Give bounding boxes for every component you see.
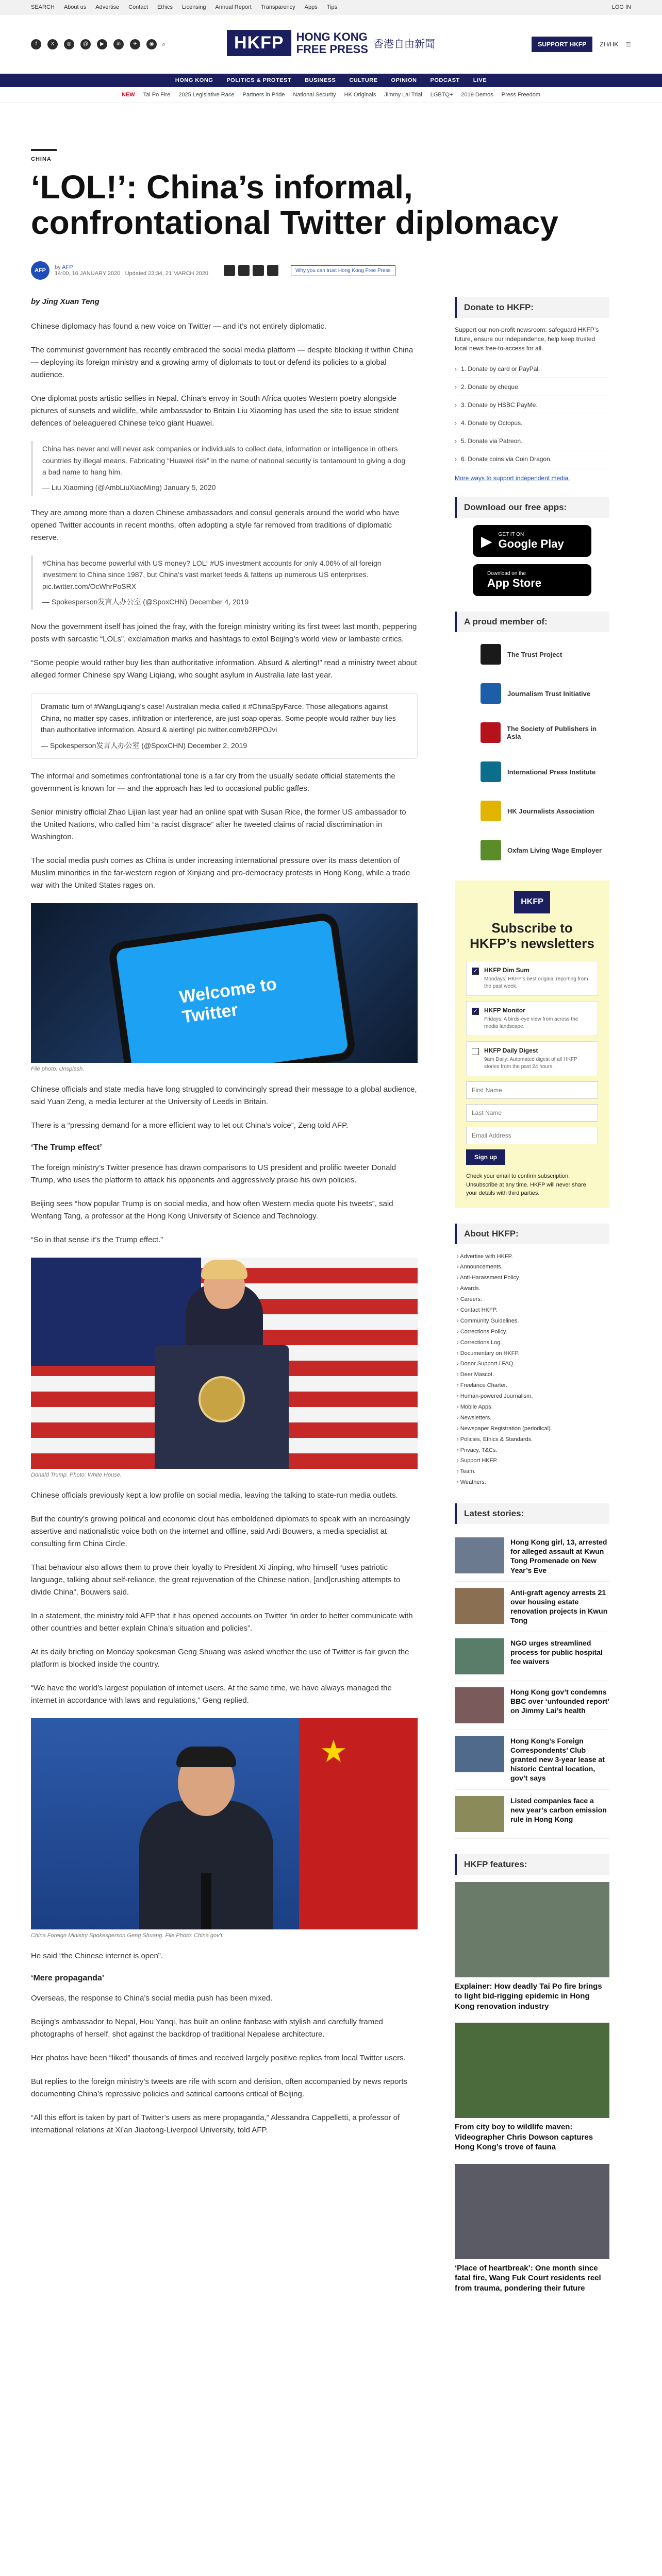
paragraph: Now the government itself has joined the fray, with the foreign ministry writing its first tweet last month, peppering posts with sarcastic “LOLs”, exclamation marks and hashtags to extol Beijing’s world view or lambaste critics.	[31, 622, 417, 644]
donate-option[interactable]	[455, 414, 609, 432]
trending-link[interactable]: 2025 Legislative Race	[178, 91, 235, 98]
story-thumbnail[interactable]	[455, 1796, 504, 1832]
trending-link[interactable]: 2019 Demos	[461, 91, 493, 98]
nav-item[interactable]: POLITICS & PROTEST	[226, 77, 292, 83]
newsletter-footnote: Check your email to confirm subscription. Unsubscribe at any time. HKFP will never share your details with third parties.	[466, 1173, 586, 1196]
tweet-text: #China has become powerful with US money? LOL! #US investment accounts for only 4.06% of all foreign investment to China since 1987, but China’s vast market feeds & fattens up numerous US enterprises. pic.twitter.com/OcWhrPoSRX	[42, 558, 382, 590]
donate-option[interactable]	[455, 396, 609, 414]
utility-link[interactable]: Ethics	[157, 4, 173, 10]
donate-option-label: 5. Donate via Patreon.	[461, 437, 523, 445]
play-store-icon: ▶	[481, 533, 492, 549]
feature-item[interactable]	[455, 2164, 609, 2294]
utility-link[interactable]: About us	[63, 4, 87, 10]
feature-image[interactable]	[455, 1882, 609, 1977]
youtube-icon[interactable]: ▶	[97, 39, 107, 49]
trending-link[interactable]: National Security	[293, 91, 336, 98]
story-thumbnail[interactable]	[455, 1588, 504, 1624]
paragraph: “So in that sense it’s the Trump effect.”	[31, 1235, 163, 1244]
apps-title: Download our free apps:	[455, 497, 609, 518]
embedded-tweet	[31, 555, 418, 610]
trending-link[interactable]: Partners in Pride	[242, 91, 285, 98]
chevron-right-icon: ›	[455, 455, 457, 463]
about-link[interactable]: › Support HKFP.	[457, 1455, 609, 1466]
feature-item[interactable]	[455, 2023, 609, 2153]
paragraph: There is a “pressing demand for a more efficient way to let out China’s voice”, Zeng told AFP.	[31, 1121, 349, 1130]
logo-line-2: FREE PRESS	[296, 42, 368, 56]
member-name: The Society of Publishers in Asia	[506, 725, 597, 741]
paragraph: They are among more than a dozen Chinese ambassadors and consul generals around the world who have opened Twitter accounts in recent months, often adopting a style far removed from traditions of diplomatic reserve.	[31, 508, 400, 542]
byline	[31, 261, 631, 280]
nav-item[interactable]: BUSINESS	[305, 77, 336, 83]
tweet-text: China has never and will never ask companies or individuals to collect data, information or intelligence in others countries by illegal means. Fabricating “Huawei risk” in the name of national security is tantamount to giving a dog a bad name to hang him.	[42, 445, 406, 476]
hkja-icon	[481, 801, 501, 821]
about-link[interactable]: › Newspaper Registration (periodical).	[457, 1423, 609, 1434]
member-logo[interactable]	[455, 835, 609, 865]
telegram-icon[interactable]: ✈	[130, 39, 140, 49]
about-link[interactable]: › Community Guidelines.	[457, 1316, 609, 1327]
latest-title: Latest stories:	[455, 1503, 609, 1524]
newsletter-option-desc: Fridays: A birds-eye view from across the media landscape.	[484, 1016, 578, 1029]
figure-caption: File photo: Unsplash.	[31, 1065, 85, 1072]
donate-title: Donate to HKFP:	[455, 297, 609, 318]
about-link[interactable]: › Anti-Harassment Policy.	[457, 1273, 609, 1283]
donate-list	[455, 360, 609, 468]
phone-screen	[115, 920, 349, 1063]
about-link[interactable]: › Privacy, T&Cs.	[457, 1445, 609, 1456]
member-name: International Press Institute	[507, 768, 596, 776]
donate-option[interactable]	[455, 432, 609, 450]
speaker-hair	[201, 1260, 247, 1279]
utility-search[interactable]: SEARCH	[31, 4, 55, 10]
member-logo[interactable]	[455, 639, 609, 669]
members-title: A proud member of:	[455, 612, 609, 632]
story-item[interactable]	[455, 1632, 609, 1681]
kicker-rule	[31, 149, 57, 151]
paragraph: Beijing sees “how popular Trump is on social media, and how often Western media quote his tweets”, said Wenfang Tang, a professor at the Hong Kong University of Science and Technology.	[31, 1199, 393, 1221]
china-flag	[299, 1718, 418, 1929]
instagram-icon[interactable]: ◎	[64, 39, 74, 49]
support-button[interactable]: SUPPORT HKFP	[532, 37, 592, 52]
oxfam-icon	[481, 840, 501, 860]
donate-option[interactable]	[455, 450, 609, 468]
about-link[interactable]: › Human-powered Journalism.	[457, 1391, 609, 1402]
figure-geng	[31, 1718, 418, 1939]
paragraph: The foreign ministry’s Twitter presence has drawn comparisons to US president and prolific tweeter Donald Trump, who uses the platform to attack his opponents and aggressively praise his own policies.	[31, 1163, 396, 1184]
story-item[interactable]	[455, 1582, 609, 1632]
donate-option-label: 2. Donate by cheque.	[461, 383, 520, 391]
about-link[interactable]: › Corrections Policy.	[457, 1327, 609, 1337]
utility-link[interactable]: Apps	[304, 4, 318, 10]
utility-link[interactable]: Tips	[326, 4, 338, 10]
feature-title[interactable]: Explainer: How deadly Tai Po fire brings to light bid-rigging epidemic in Hong Kong renovation industry	[455, 1981, 602, 2011]
site-logo[interactable]	[227, 30, 435, 56]
utility-link[interactable]: Transparency	[260, 4, 295, 10]
share-icons	[224, 265, 278, 276]
story-title[interactable]: NGO urges streamlined process for public hospital fee waivers	[510, 1638, 603, 1666]
email-field[interactable]	[466, 1127, 598, 1144]
microphone	[201, 1873, 211, 1929]
paragraph: That behaviour also allows them to prove their loyalty to President Xi Jinping, who himself “uses patriotic language, talking about self-reliance, the great rejuvenation of the Chinese nation, [and]crushing attempts to divide China”, Bouwers said.	[31, 1563, 401, 1597]
figure-twitter	[31, 903, 418, 1072]
category-kicker[interactable]: CHINA	[31, 156, 52, 162]
flag-star-icon: ★	[320, 1734, 347, 1769]
phone-welcome-text: Welcome to Twitter	[178, 974, 278, 1027]
author-avatar: AFP	[31, 261, 49, 280]
trending-link[interactable]: Jimmy Lai Trial	[384, 91, 422, 98]
about-link[interactable]: › Newsletters.	[457, 1413, 609, 1423]
about-link[interactable]: › Mobile Apps.	[457, 1402, 609, 1413]
story-thumbnail[interactable]	[455, 1638, 504, 1674]
paragraph: “We have the world’s largest population of internet users. At the same time, we have always managed the internet in accordance with laws and regulations,” Geng replied.	[31, 1683, 392, 1705]
paragraph: At its daily briefing on Monday spokesman Geng Shuang was asked whether the use of Twitter is fair given the platform is blocked inside the country.	[31, 1647, 409, 1669]
about-link[interactable]: › Deer Mascot.	[457, 1369, 609, 1380]
author-line: by Jing Xuan Teng	[31, 297, 100, 307]
figure-trump	[31, 1258, 418, 1478]
checkbox-icon[interactable]	[472, 1048, 479, 1055]
threads-icon[interactable]: @	[80, 39, 91, 49]
story-title[interactable]: Listed companies face a new year’s carbon emission rule in Hong Kong	[510, 1796, 607, 1823]
speaker-hair	[176, 1747, 236, 1767]
figure-caption: Donald Trump. Photo: White House.	[31, 1471, 122, 1478]
ipi-icon	[481, 761, 501, 782]
member-name: HK Journalists Association	[507, 807, 594, 815]
paragraph: Chinese officials and state media have long struggled to convincingly spread their message to a global audience, said Yuan Zeng, a media lecturer at the University of Leeds in Britain.	[31, 1084, 417, 1106]
features-title: HKFP features:	[455, 1854, 609, 1875]
nav-item[interactable]: HONG KONG	[175, 77, 213, 83]
jti-icon	[481, 683, 501, 704]
donate-option[interactable]	[455, 378, 609, 396]
article-body	[31, 297, 418, 2309]
member-logo[interactable]	[455, 757, 609, 787]
paragraph: But the country’s growing political and economic clout has emboldened diplomats to speak with an increasingly assertive and nationalistic voice both on the internet and offline, said Ardi Bouwers, a media specialist at consulting firm China Circle.	[31, 1514, 410, 1548]
chevron-right-icon: ›	[455, 365, 457, 373]
presidential-seal	[198, 1376, 245, 1422]
logo-chinese: 香港自由新聞	[373, 39, 435, 50]
about-section	[455, 1224, 609, 1488]
donate-option-label: 6. Donate coins via Coin Dragon.	[461, 455, 552, 463]
feature-title[interactable]: ‘Place of heartbreak’: One month since fatal fire, Wang Fuk Court residents reel from trauma, pondering their future	[455, 2263, 601, 2293]
story-item[interactable]	[455, 1531, 609, 1582]
byline-date: 14:00, 10 JANUARY 2020	[55, 270, 121, 277]
donate-option-label: 1. Donate by card or PayPal.	[461, 365, 540, 373]
newsletter-logo: HKFP	[514, 891, 550, 913]
paragraph: Senior ministry official Zhao Lijian last year had an online spat with Susan Rice, the former US ambassador to the United Nations, who called him “a racist disgrace” after he tweeted claims of racial discrimination in Washington.	[31, 807, 406, 841]
story-item[interactable]	[455, 1681, 609, 1730]
donate-option[interactable]	[455, 360, 609, 378]
about-link[interactable]: › Announcements.	[457, 1262, 609, 1273]
sopa-icon	[481, 722, 501, 743]
last-name-field[interactable]	[466, 1104, 598, 1122]
newsletter-option-desc: 9am Daily: Automated digest of all HKFP stories from the past 24 hours.	[484, 1057, 577, 1070]
utility-link[interactable]: Contact	[128, 4, 148, 10]
why-trust-link[interactable]: Why you can trust Hong Kong Free Press	[291, 265, 395, 276]
nav-item[interactable]: CULTURE	[349, 77, 378, 83]
embedded-tweet	[31, 693, 418, 759]
about-link[interactable]: › Corrections Log.	[457, 1337, 609, 1348]
trump-image	[31, 1258, 418, 1469]
newsletter-option-title: HKFP Monitor	[484, 1007, 525, 1014]
paragraph: Chinese officials previously kept a low profile on social media, leaving the talking to state-run media outlets.	[31, 1490, 398, 1500]
nav-item[interactable]: OPINION	[391, 77, 417, 83]
utility-bar	[0, 0, 662, 14]
chevron-right-icon: ›	[455, 437, 457, 445]
newsletter-option[interactable]	[466, 961, 598, 996]
twitter-phone-image	[31, 903, 418, 1063]
chevron-right-icon: ›	[455, 383, 457, 391]
chevron-right-icon: ›	[455, 401, 457, 409]
paragraph: The communist government has recently embraced the social media platform — despite blocking it within China — deploying its foreign ministry and a growing army of diplomats to tout or defend its policies to a global audience.	[31, 346, 413, 380]
about-link[interactable]: › Awards.	[457, 1283, 609, 1294]
first-name-field[interactable]	[466, 1081, 598, 1099]
latest-section	[455, 1503, 609, 1838]
feature-image[interactable]	[455, 2023, 609, 2118]
paragraph: Her photos have been “liked” thousands of times and received largely positive replies from local Twitter users.	[31, 2053, 406, 2062]
as-big: App Store	[487, 576, 542, 589]
logo-wordmark	[296, 31, 368, 55]
byline-by: by	[55, 264, 61, 271]
byline-updated: Updated 23:34, 21 MARCH 2020	[125, 270, 209, 277]
features-section	[455, 1854, 609, 2294]
newsletter-option[interactable]	[466, 1001, 598, 1036]
about-title: About HKFP:	[455, 1224, 609, 1244]
trending-bar	[0, 87, 662, 103]
geng-shuang-image	[31, 1718, 418, 1929]
logo-line-1: HONG KONG	[296, 30, 368, 44]
figure-caption: China Foreign Ministry Spokesperson Geng Shuang. File Photo: China gov’t.	[31, 1932, 224, 1939]
story-title[interactable]: Anti-graft agency arrests 21 over housing estate renovation projects in Kwun Tong	[510, 1588, 608, 1625]
gp-small: GET IT ON	[498, 531, 524, 537]
paragraph: In a statement, the ministry told AFP that it has opened accounts on Twitter “in order to better communicate with other countries and better explain China’s situation and policies”.	[31, 1611, 413, 1633]
trust-project-icon	[481, 644, 501, 665]
about-link[interactable]: › Team.	[457, 1466, 609, 1477]
story-thumbnail[interactable]	[455, 1537, 504, 1573]
tweet-source[interactable]: — Spokesperson发言人办公室 (@SpoxCHN) December 2, 2019	[41, 741, 247, 750]
members-section	[455, 612, 609, 865]
about-link[interactable]: › Policies, Ethics & Standards.	[457, 1434, 609, 1445]
app-store-button[interactable]	[473, 564, 591, 596]
paragraph: But replies to the foreign ministry’s tweets are rife with scorn and derision, often accompanied by news reports documenting China’s repressive policies and satirical cartoons critical of Beijing.	[31, 2077, 408, 2098]
donate-option-label: 4. Donate by Octopus.	[461, 419, 523, 427]
rss-icon[interactable]: ◉	[146, 39, 157, 49]
paragraph: Overseas, the response to China’s social media push has been mixed.	[31, 1993, 273, 2003]
tweet-text: Dramatic turn of #WangLiqiang’s case! Australian media called it #ChinaSpyFarce. Those allegations against China, no matter spy cases, infiltration or interference, are just soap operas. Some people would rather buy lies than authoritative information. Absurd & alerting! pic.twitter.com/b2RPOJvi	[41, 702, 396, 734]
article-header	[0, 149, 662, 280]
about-link[interactable]: › Freelance Charter.	[457, 1380, 609, 1391]
utility-link[interactable]: Advertise	[95, 4, 120, 10]
byline-text	[55, 264, 208, 277]
feature-image[interactable]	[455, 2164, 609, 2259]
about-list	[455, 1251, 609, 1488]
utility-link[interactable]: Licensing	[182, 4, 206, 10]
social-icons	[31, 39, 157, 49]
story-thumbnail[interactable]	[455, 1687, 504, 1723]
tweet-source[interactable]: — Liu Xiaoming (@AmbLiuXiaoMing) January 5, 2020	[42, 483, 216, 492]
nav-item[interactable]: PODCAST	[430, 77, 460, 83]
content-wrapper	[0, 297, 662, 2309]
gp-big: Google Play	[498, 537, 564, 550]
article-title: ‘LOL!’: China’s informal, confrontational Twitter diplomacy	[31, 168, 558, 242]
checkbox-checked-icon[interactable]: ✓	[472, 1008, 479, 1015]
sidebar	[455, 297, 609, 2309]
search-icon[interactable]: ⌕	[162, 40, 166, 48]
checkbox-checked-icon[interactable]: ✓	[472, 968, 479, 975]
more-ways-link[interactable]: More ways to support independent media.	[455, 474, 570, 482]
paragraph: The social media push comes as China is under increasing international pressure over its mass detention of Muslim minorities in the far-western region of Xinjiang and pro-democracy protests in Hong Kong, while a trade war with the United States rages on.	[31, 856, 410, 890]
about-link[interactable]: › Advertise with HKFP.	[457, 1251, 609, 1262]
trending-link[interactable]: HK Originals	[344, 91, 376, 98]
header-actions	[532, 37, 631, 52]
member-name: The Trust Project	[507, 650, 562, 658]
new-badge: NEW	[122, 91, 135, 98]
as-small: Download on the	[487, 570, 526, 577]
about-link[interactable]: › Donor Support / FAQ.	[457, 1359, 609, 1369]
story-thumbnail[interactable]	[455, 1736, 504, 1772]
feature-title[interactable]: From city boy to wildlife maven: Videographer Chris Dowson captures Hong Kong’s trove of fauna	[455, 2123, 593, 2152]
newsletter-option-title: HKFP Dim Sum	[484, 967, 529, 974]
trending-link[interactable]: LGBTQ+	[430, 91, 453, 98]
apps-section	[455, 497, 609, 596]
byline-author[interactable]: AFP	[62, 264, 73, 271]
newsletter-title: Subscribe to HKFP’s newsletters	[470, 920, 594, 952]
paragraph: “Some people would rather buy lies than authoritative information. Absurd & alerting!” read a ministry tweet about alleged former Chinese spy Wang Liqiang, who sought asylum in Australia late last year.	[31, 658, 417, 680]
about-link[interactable]: › Weathers.	[457, 1477, 609, 1488]
paragraph: Beijing’s ambassador to Nepal, Hou Yanqi, has built an online fanbase with stylish and carefully framed photographs of herself, shot against the backdrop of traditional Nepalese architecture.	[31, 2017, 383, 2039]
tweet-source[interactable]: — Spokesperson发言人办公室 (@SpoxCHN) December 4, 2019	[42, 597, 249, 606]
paragraph: Chinese diplomacy has found a new voice on Twitter — and it’s not entirely diplomatic.	[31, 322, 327, 331]
newsletter-signup	[455, 880, 609, 1208]
signup-button[interactable]: Sign up	[466, 1149, 505, 1165]
linkedin-icon[interactable]: in	[113, 39, 124, 49]
about-link[interactable]: › Contact HKFP.	[457, 1305, 609, 1316]
newsletter-option[interactable]	[466, 1041, 598, 1076]
story-title[interactable]: Hong Kong’s Foreign Correspondents’ Club granted new 3-year lease at historic Central location, gov’t says	[510, 1736, 605, 1783]
story-item[interactable]	[455, 1790, 609, 1839]
story-item[interactable]	[455, 1730, 609, 1790]
main-nav	[0, 74, 662, 87]
donate-option-label: 3. Donate by HSBC PayMe.	[461, 401, 538, 409]
member-logo[interactable]	[455, 796, 609, 826]
paragraph: He said “the Chinese internet is open”.	[31, 1951, 163, 1960]
member-logo[interactable]	[455, 679, 609, 708]
embedded-tweet	[31, 441, 418, 496]
site-header	[0, 14, 662, 74]
chevron-right-icon: ›	[455, 419, 457, 427]
paragraph: “All this effort is taken by part of Twitter’s users as mere propaganda,” Alessandra Cappelletti, a professor of international relations at Xi’an Jiaotong-Liverpool University, told AFP.	[31, 2113, 400, 2134]
feature-item[interactable]	[455, 1882, 609, 2012]
story-title[interactable]: Hong Kong girl, 13, arrested for alleged assault at Kwun Tong Promenade on New Year’s Eve	[510, 1538, 607, 1574]
language-switch[interactable]: ZH/HK	[600, 40, 619, 48]
about-link[interactable]: › Careers.	[457, 1294, 609, 1305]
paragraph: The informal and sometimes confrontational tone is a far cry from the usually sedate official statements the government is known for — and the approach has led to occasional public gaffes.	[31, 771, 395, 793]
paragraph: One diplomat posts artistic selfies in Nepal. China’s envoy in South Africa quotes Western poetry alongside pictures of sunsets and wildlife, while ambassador to Britain Liu Xiaoming has used the site to issue strident defences of beleaguered Chinese telco giant Huawei.	[31, 394, 399, 428]
member-logo[interactable]	[455, 718, 609, 748]
logo-mark: HKFP	[227, 30, 291, 56]
donate-intro[interactable]: Support our non-profit newsroom: safeguard HKFP’s future, ensure our independence, help keep trusted local news free-to-access for all.	[455, 326, 599, 352]
newsletter-option-desc: Mondays: HKFP’s best original reporting from the past week.	[484, 976, 588, 989]
x-icon[interactable]: X	[47, 39, 58, 49]
menu-icon[interactable]: ☰	[625, 40, 631, 48]
share-x-icon[interactable]	[238, 265, 250, 276]
trending-link[interactable]: Press Freedom	[501, 91, 540, 98]
section-heading: ‘Mere propaganda’	[31, 1973, 105, 1982]
newsletter-option-title: HKFP Daily Digest	[484, 1047, 538, 1054]
about-link[interactable]: › Documentary on HKFP.	[457, 1348, 609, 1359]
login-link[interactable]: LOG IN	[611, 4, 631, 10]
donate-section	[455, 297, 609, 482]
section-heading: ‘The Trump effect’	[31, 1143, 102, 1152]
utility-link[interactable]: Annual Report	[215, 4, 252, 10]
nav-item[interactable]: LIVE	[473, 77, 487, 83]
member-name: Journalism Trust Initiative	[507, 689, 591, 698]
share-facebook-icon[interactable]	[224, 265, 235, 276]
share-whatsapp-icon[interactable]	[253, 265, 264, 276]
share-email-icon[interactable]	[267, 265, 278, 276]
trending-link[interactable]: Tai Po Fire	[143, 91, 171, 98]
google-play-button[interactable]	[473, 525, 591, 557]
facebook-icon[interactable]: f	[31, 39, 41, 49]
story-title[interactable]: Hong Kong gov’t condemns BBC over ‘unfounded report’ on Jimmy Lai’s health	[510, 1687, 609, 1715]
member-name: Oxfam Living Wage Employer	[507, 846, 602, 854]
